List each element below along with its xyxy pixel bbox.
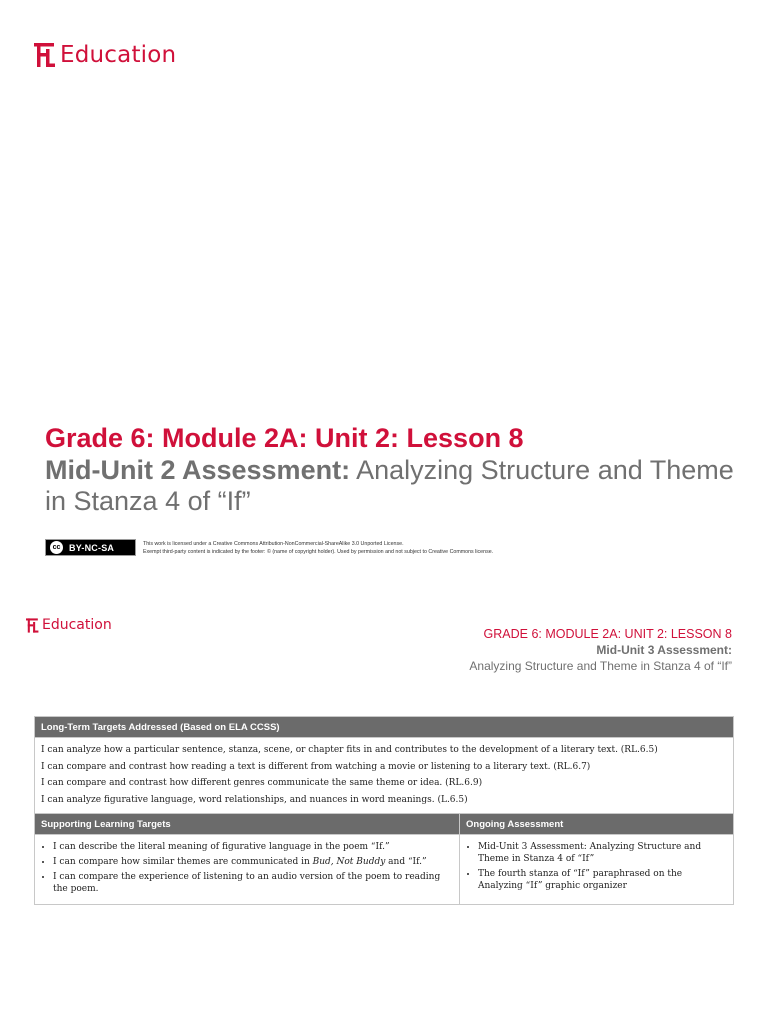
creative-commons-icon: cc <box>50 541 63 554</box>
supporting-targets-cell <box>35 835 460 905</box>
logo-wordmark-small: Education <box>42 617 112 633</box>
ongoing-assessment-header: Ongoing Assessment <box>460 814 734 835</box>
lesson-header-line-1: GRADE 6: MODULE 2A: UNIT 2: LESSON 8 <box>483 627 732 641</box>
cc-license-badge[interactable] <box>45 539 136 556</box>
supporting-target: • I can compare the experience of listening to an audio version of the poem to reading the poem. <box>53 871 453 895</box>
supporting-targets-header: Supporting Learning Targets <box>35 814 460 835</box>
ongoing-assessment-item: • The fourth stanza of “If” paraphrased on the Analyzing “If” graphic organizer <box>478 868 727 892</box>
long-term-target: I can analyze figurative language, word relationships, and nuances in word meanings. (L.6.5) <box>41 794 468 805</box>
ongoing-assessment-cell <box>460 835 734 905</box>
long-term-targets-cell <box>35 738 734 814</box>
long-term-target: I can compare and contrast how different genres communicate the same theme or idea. (RL.6.9) <box>41 778 483 788</box>
cc-badge-text: BY-NC-SA <box>69 542 115 553</box>
license-line-1: This work is licensed under a Creative Commons Attribution-NonCommercial-ShareAlike 3.0 Unported License. <box>143 541 404 547</box>
subtitle-rest: Analyzing Structure and Theme in Stanza 4 of “If” <box>45 455 734 516</box>
long-term-target: I can compare and contrast how reading a text is different from watching a movie or listening to a literary text. (RL.6.7) <box>41 761 591 772</box>
long-term-target: I can analyze how a particular sentence, stanza, scene, or chapter fits in and contributes to the development of a literary text. (RL.6.5) <box>41 745 658 755</box>
el-education-logo-small <box>26 617 112 633</box>
lesson-header <box>469 626 732 674</box>
el-logo-mark-icon <box>26 618 39 633</box>
ongoing-assessment-item: • Mid-Unit 3 Assessment: Analyzing Structure and Theme in Stanza 4 of “If” <box>478 841 727 865</box>
page-title: Grade 6: Module 2A: Unit 2: Lesson 8 <box>45 423 524 453</box>
page-subtitle <box>45 455 735 517</box>
supporting-target <box>53 856 453 868</box>
license-text <box>143 540 493 556</box>
supporting-target-text: and “If.” <box>385 857 427 867</box>
el-education-logo <box>34 42 176 68</box>
el-logo-mark-icon <box>34 43 56 67</box>
lesson-header-line-2: Mid-Unit 3 Assessment: <box>596 643 732 657</box>
learning-targets-table <box>34 716 734 905</box>
long-term-targets-header: Long-Term Targets Addressed (Based on ELA CCSS) <box>35 717 734 738</box>
supporting-target-text: I can compare how similar themes are communicated in <box>53 857 313 867</box>
license-line-2: Exempt third-party content is indicated by the footer: © (name of copyright holder). Used by permission and not subject to Creative Commons license. <box>143 549 494 555</box>
supporting-target: • I can describe the literal meaning of figurative language in the poem “If.” <box>53 841 453 853</box>
lesson-header-line-3: Analyzing Structure and Theme in Stanza 4 of “If” <box>469 659 732 673</box>
logo-wordmark: Education <box>60 42 177 68</box>
subtitle-bold: Mid-Unit 2 Assessment: <box>45 455 351 485</box>
book-title: Bud, Not Buddy <box>312 857 386 867</box>
